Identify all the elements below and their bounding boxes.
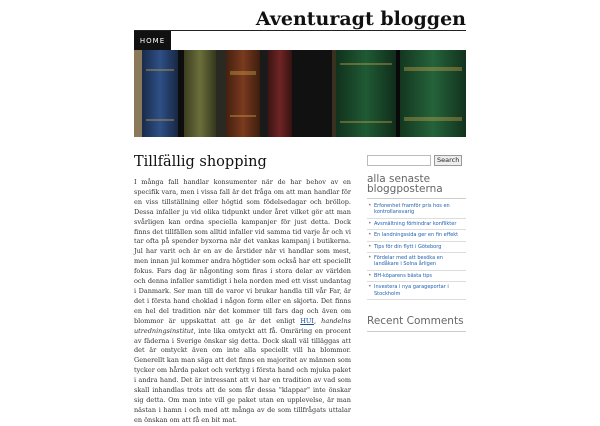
bullet-icon: •: [368, 283, 372, 291]
post-text-3: , inte lika omtyckt att få. Omräring en procent av fäderna i Sverige önskar sig detta. Dock skall väl tilläggas att det är omtyckt även om inte alla speciellt vill ha blommor. Generellt kan man säga att det finns en majoritet av männen som tycker om hårda paket och verktyg i första hand och mjuka paket i andra hand. Det är intressant att vi har en tradition av vad som skall inhandlas trots att de som får dessa "klappar" inte önskar sig detta. Om man inte vill ge paket utan en upplevelse, är man nästan i hamn i och med att många av de som tillfrågats uttalar en önskan om att få en bit mat.: [134, 326, 351, 424]
list-item: [367, 201, 466, 219]
main-content: [134, 152, 351, 426]
search-button[interactable]: Search: [434, 155, 462, 166]
recent-post-link[interactable]: Tips för din flytt i Göteborg: [374, 243, 442, 250]
bullet-icon: •: [368, 242, 372, 250]
bullet-icon: •: [368, 271, 372, 279]
recent-posts-list: [367, 201, 466, 300]
recent-post-link[interactable]: Avsmältning förhindrar konflikter: [374, 220, 457, 227]
hui-link[interactable]: HUI: [300, 316, 314, 325]
bullet-icon: •: [368, 231, 372, 239]
sidebar: [367, 154, 466, 334]
recent-post-link[interactable]: Erforenhet framför pris hos en kontrollansvarig: [374, 203, 450, 216]
bullet-icon: •: [368, 202, 372, 209]
post-text-2: ,: [313, 316, 322, 325]
post-body: [134, 178, 351, 426]
widget-divider: [367, 331, 466, 332]
recent-post-link[interactable]: En landningssida ger en fin effekt: [374, 232, 459, 239]
list-item: [367, 282, 466, 300]
site-title[interactable]: Aventuragt bloggen: [255, 8, 466, 30]
recent-posts-title: alla senaste bloggposterna: [367, 173, 443, 195]
list-item: [367, 242, 466, 253]
bullet-icon: •: [368, 219, 372, 227]
list-item: [367, 253, 466, 271]
recent-post-link[interactable]: Investera i nya garageportar i Stockholm: [374, 284, 449, 297]
recent-comments-title: Recent Comments: [367, 315, 464, 328]
recent-post-link[interactable]: Fördelar med att besöka en landåkare i Solna årligen: [374, 255, 443, 268]
header-image-books: [134, 50, 466, 137]
list-item: [367, 230, 466, 241]
post-text-1: I många fall handlar konsumenter när de har behov av en specifik vara, men i vissa fall är det fråga om att man handlar för en viss tillställning eller högtid som födelsedagar och bröllop. Dessa infaller ju vid olika tidpunkt under året vilket gör att man svårligen kan ordna speciella kampanjer för just detta. Dock finns det tillfällen som alltid infaller vid samma tid varje år och vi tar ofta på spender byxorna när det vankas kampanj i butikerna. Jul har varit och är en av de årstider när vi handlar som mest, men innan jul kommer andra högtider som också har ett speciellt fokus. Fars dag är någonting som firas i stora delar av världen och denna infaller samtidigt i hela norden med ett visst undantag i Danmark. Ser man till de varor vi brukar handla till vår Far, är det i första hand choklad i någon form eller en skjorta. Det finns en hel del tradition när det kommer till fars dag och även om blommor är uppskattat att ge är det enligt: [134, 178, 351, 325]
list-item: [367, 271, 466, 282]
widget-divider: [367, 198, 466, 199]
bullet-icon: •: [368, 254, 372, 262]
search-input[interactable]: [367, 155, 431, 166]
post-italic: handelns utredningsinstitut: [134, 316, 351, 335]
nav-item-home[interactable]: HOME: [134, 31, 171, 50]
recent-post-link[interactable]: BH-köparens bästa tips: [374, 272, 432, 279]
post-title[interactable]: Tillfällig shopping: [134, 154, 267, 170]
search-form: [367, 154, 466, 166]
main-nav: [134, 31, 466, 51]
books-photo: [134, 50, 466, 137]
list-item: [367, 219, 466, 230]
